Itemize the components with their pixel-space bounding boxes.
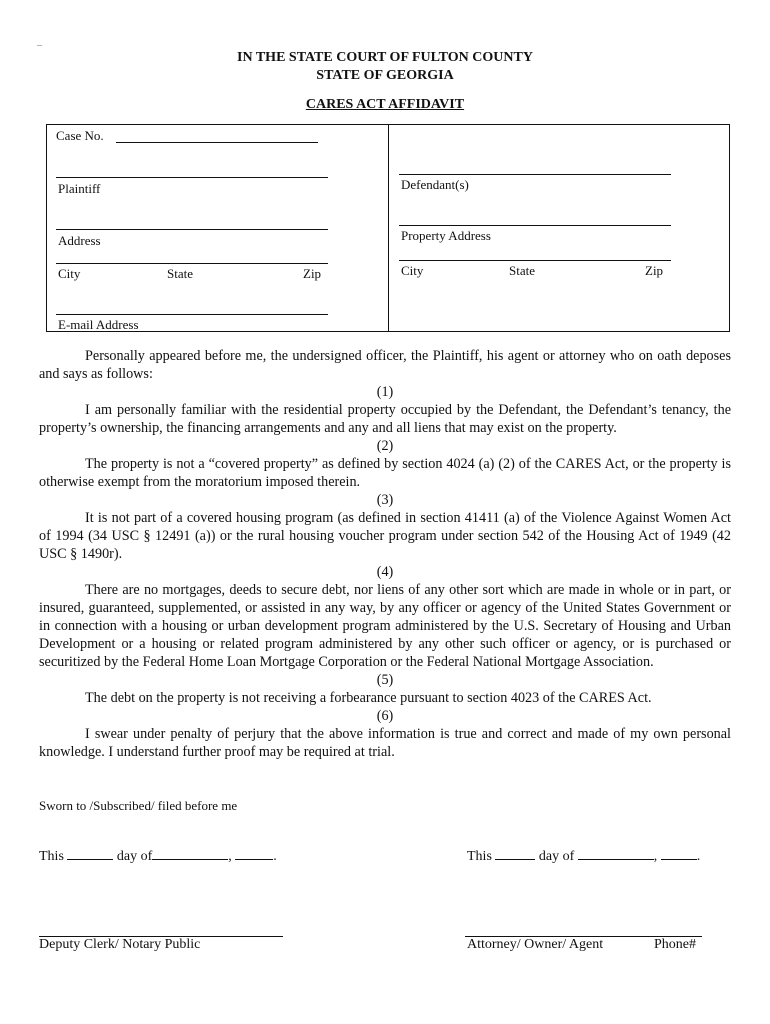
item-number: (5) [376,672,394,688]
date-day-of-text: day of [538,849,575,864]
property-address-field[interactable] [399,225,671,226]
corner-mark: _ [37,36,42,47]
city-state-zip-field[interactable] [56,263,328,264]
item-paragraph: I swear under penalty of perjury that the above information is true and correct and made of my own personal knowledge. I understand further proof may be required at trial. [39,726,731,760]
email-field[interactable] [56,314,328,315]
defendant-label: Defendant(s) [401,177,469,192]
item-number: (6) [376,708,394,724]
date-period: . [273,849,277,864]
day-field-left[interactable] [67,847,113,860]
date-this-text: This [39,849,64,864]
property-zip-label: Zip [645,263,664,278]
date-line-left [39,847,277,865]
attorney-signature-label: Attorney/ Owner/ Agent [467,937,604,952]
plaintiff-label: Plaintiff [58,181,101,196]
item-number: (1) [376,384,394,400]
city-label: City [58,266,81,281]
case-no-label: Case No. [56,128,104,143]
state-label: State [167,266,193,281]
item-paragraph: It is not part of a covered housing program (as defined in section 41411 (a) of the Violence Against Women Act of 1994 (34 USC § 12491 (a)) or the rural housing voucher program under section 542 of the Housing Act of 1949 (42 USC § 1490r). [39,510,731,562]
defendant-field[interactable] [399,174,671,175]
address-label: Address [58,233,101,248]
plaintiff-field[interactable] [56,177,328,178]
date-line-right [467,847,700,865]
date-period: . [696,849,701,864]
item-paragraph: There are no mortgages, deeds to secure debt, nor liens of any other sort which are made in whole or in part, or insured, guaranteed, supplemented, or assisted in any way, by any officer or agency of the United States Government or in connection with a housing or urban development program administered by the U.S. Secretary of Housing and Urban Development or a housing or related program administered by any other such officer or agency, or is purchased or securitized by the Federal Home Loan Mortgage Corporation or the Federal National Mortgage Association. [39,582,731,670]
year-field-right[interactable] [661,847,697,860]
email-label: E-mail Address [58,317,139,332]
date-this-text: This [467,849,492,864]
affidavit-body [39,347,731,761]
item-number: (2) [376,438,394,454]
property-state-label: State [509,263,535,278]
property-city-label: City [401,263,424,278]
intro-paragraph: Personally appeared before me, the undersigned officer, the Plaintiff, his agent or attorney who on oath deposes and says as follows: [39,348,731,382]
sworn-statement: Sworn to /Subscribed/ filed before me [39,798,238,813]
court-heading: IN THE STATE COURT OF FULTON COUNTY [237,50,533,65]
date-comma: , [228,849,232,864]
day-field-right[interactable] [495,847,535,860]
date-day-of-text: day of [116,849,153,864]
year-field-left[interactable] [235,847,273,860]
case-no-field[interactable] [116,142,318,143]
date-comma: , [653,849,658,864]
address-field[interactable] [56,229,328,230]
month-field-left[interactable] [152,847,228,860]
item-number: (3) [376,492,394,508]
property-city-state-zip-field[interactable] [399,260,671,261]
item-paragraph: I am personally familiar with the residential property occupied by the Defendant, the Defendant’s tenancy, the property’s ownership, the financing arrangements and any and all liens that may exist on the property. [39,402,731,436]
item-paragraph: The debt on the property is not receiving a forbearance pursuant to section 4023 of the CARES Act. [85,690,652,706]
page-title: CARES ACT AFFIDAVIT [305,97,465,112]
notary-signature-label: Deputy Clerk/ Notary Public [39,937,201,952]
zip-label: Zip [303,266,322,281]
item-number: (4) [376,564,394,580]
property-address-label: Property Address [401,228,491,243]
box-divider [388,124,389,332]
state-heading: STATE OF GEORGIA [316,68,454,83]
item-paragraph: The property is not a “covered property” as defined by section 4024 (a) (2) of the CARES Act, or the property is otherwise exempt from the moratorium imposed therein. [39,456,731,490]
phone-label: Phone# [654,937,696,952]
month-field-right[interactable] [578,847,654,860]
